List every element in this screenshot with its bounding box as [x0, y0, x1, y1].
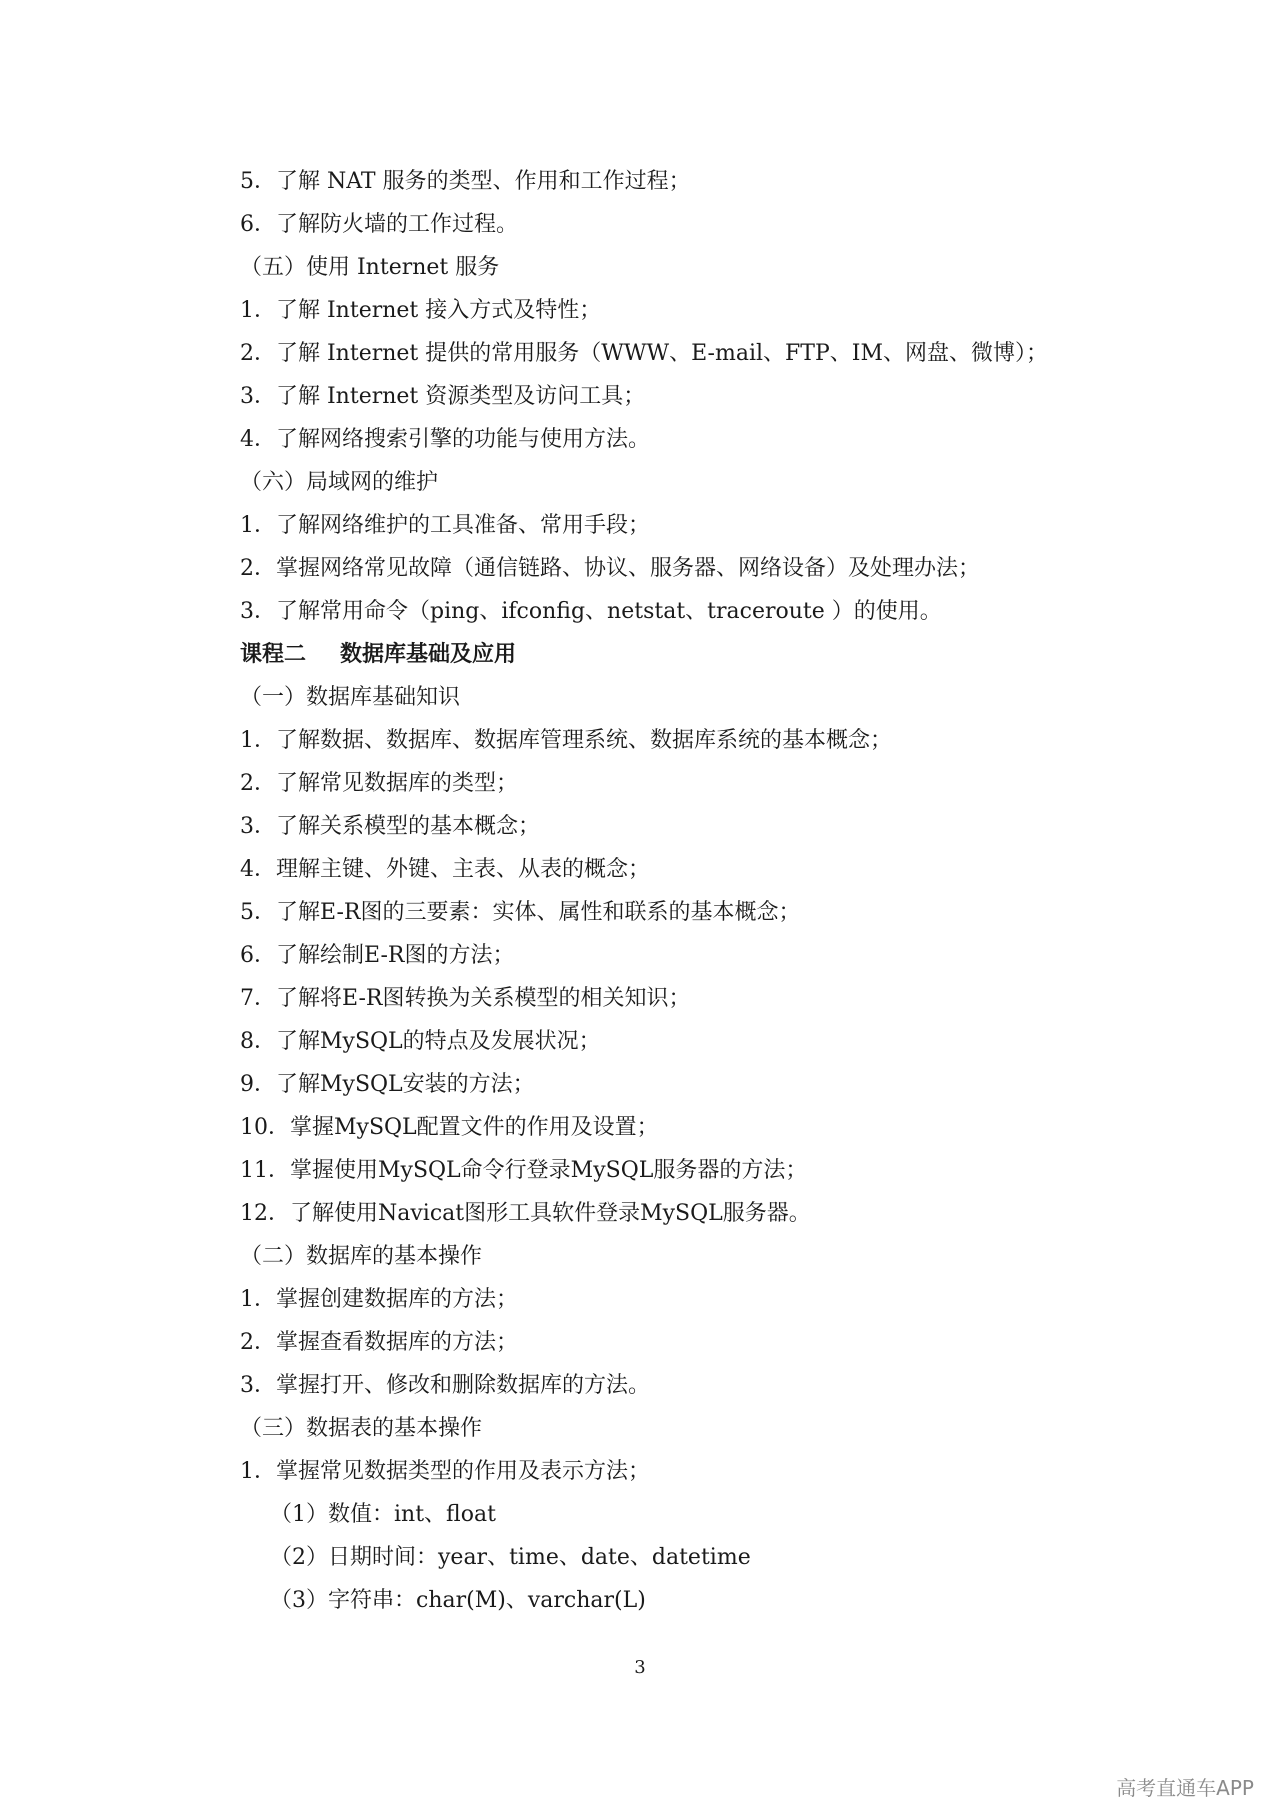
page-number: 3 [634, 1657, 646, 1678]
text-line: 3．掌握打开、修改和删除数据库的方法。 [240, 1373, 650, 1398]
text-line: 1．了解数据、数据库、数据库管理系统、数据库系统的基本概念； [240, 728, 892, 753]
text-line: （三）数据表的基本操作 [240, 1416, 483, 1441]
text-line: 1．掌握创建数据库的方法； [240, 1287, 518, 1312]
course-heading [240, 633, 1140, 676]
text-line: 11．掌握使用MySQL命令行登录MySQL服务器的方法； [240, 1158, 808, 1183]
text-line: 7．了解将E-R图转换为关系模型的相关知识； [240, 986, 691, 1011]
document-body [240, 160, 1140, 1622]
text-line: 8．了解MySQL的特点及发展状况； [240, 1029, 601, 1054]
text-line: 3．了解关系模型的基本概念； [240, 814, 540, 839]
text-line: 4．理解主键、外键、主表、从表的概念； [240, 857, 650, 882]
text-line: 12．了解使用Navicat图形工具软件登录MySQL服务器。 [240, 1201, 811, 1226]
text-line: 6．了解绘制E-R图的方法； [240, 943, 515, 968]
text-line: 2．掌握查看数据库的方法； [240, 1330, 518, 1355]
text-line: 2．了解 Internet 提供的常用服务（WWW、E-mail、FTP、IM、网盘、微博）； [240, 341, 1048, 366]
text-line: 2．了解常见数据库的类型； [240, 771, 518, 796]
text-line: （二）数据库的基本操作 [240, 1244, 483, 1269]
text-line: 3．了解常用命令（ping、ifconfig、netstat、traceroute ）的使用。 [240, 599, 942, 624]
text-line: （一）数据库基础知识 [240, 685, 461, 710]
text-line: （六）局域网的维护 [240, 470, 439, 495]
text-line: 1．了解网络维护的工具准备、常用手段； [240, 513, 650, 538]
course-title: 数据库基础及应用 [340, 641, 517, 667]
text-line: 6．了解防火墙的工作过程。 [240, 212, 518, 237]
text-line: 9．了解MySQL安装的方法； [240, 1072, 535, 1097]
text-line: （2）日期时间：year、time、date、datetime [270, 1545, 751, 1570]
text-line: （五）使用 Internet 服务 [240, 255, 500, 280]
text-line: 3．了解 Internet 资源类型及访问工具； [240, 384, 646, 409]
text-line: 4．了解网络搜索引擎的功能与使用方法。 [240, 427, 650, 452]
text-line: 5．了解E-R图的三要素：实体、属性和联系的基本概念； [240, 900, 801, 925]
text-line: 10．掌握MySQL配置文件的作用及设置； [240, 1115, 659, 1140]
text-line: 1．了解 Internet 接入方式及特性； [240, 298, 602, 323]
watermark: 高考直通车APP [1116, 1776, 1254, 1800]
text-line: 2．掌握网络常见故障（通信链路、协议、服务器、网络设备）及处理办法； [240, 556, 980, 581]
course-label: 课程二 [240, 641, 307, 667]
text-line: 1．掌握常见数据类型的作用及表示方法； [240, 1459, 650, 1484]
text-line: （3）字符串：char(M)、varchar(L) [270, 1588, 646, 1613]
text-line: （1）数值：int、float [270, 1502, 496, 1527]
text-line: 5．了解 NAT 服务的类型、作用和工作过程； [240, 169, 691, 194]
